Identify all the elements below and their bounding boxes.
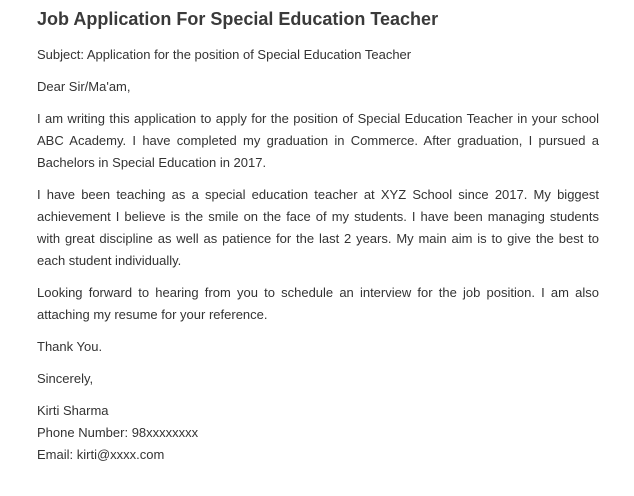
phone-label: Phone Number:: [37, 425, 129, 440]
email-value: kirti@xxxx.com: [76, 447, 165, 462]
signature-phone: [37, 422, 599, 444]
signature-email: [37, 444, 599, 466]
signature-block: [37, 400, 599, 466]
letter-salutation: Dear Sir/Ma'am,: [37, 79, 131, 94]
letter-thanks: Thank You.: [37, 339, 103, 354]
letter-document: [37, 8, 599, 466]
letter-paragraph-3: Looking forward to hearing from you to schedule an interview for the job position. I am also attaching my resume for your reference.: [37, 285, 599, 322]
phone-value: 98xxxxxxxx: [131, 425, 199, 440]
letter-paragraph-1: I am writing this application to apply for the position of Special Education Teacher in your school ABC Academy. I have completed my graduation in Commerce. After graduation, I pursued a Bachelors in Special Education in 2017.: [37, 111, 599, 170]
letter-closing: Sincerely,: [37, 371, 94, 386]
email-label: Email:: [37, 447, 74, 462]
letter-paragraph-2: I have been teaching as a special education teacher at XYZ School since 2017. My biggest achievement I believe is the smile on the face of my students. I have been managing students with great discipline as well as patience for the last 2 years. My main aim is to give the best to each student individually.: [37, 187, 599, 268]
letter-subject: Subject: Application for the position of Special Education Teacher: [37, 47, 412, 62]
signature-name: Kirti Sharma: [37, 403, 109, 418]
letter-title: Job Application For Special Education Teacher: [37, 9, 439, 29]
